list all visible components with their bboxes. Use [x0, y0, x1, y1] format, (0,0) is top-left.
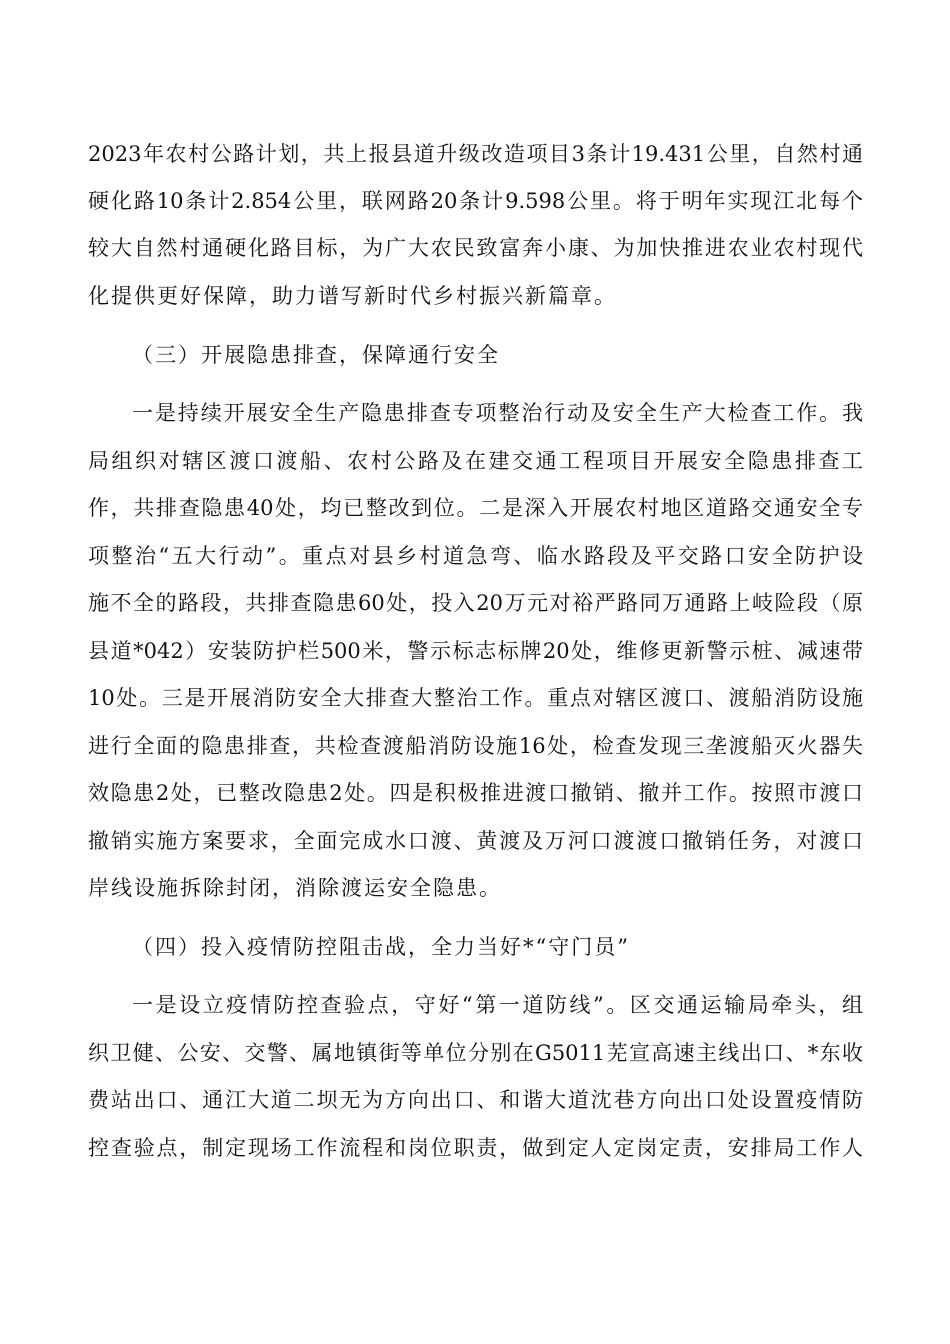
text-line: 硬化路10条计2.854公里，联网路20条计9.598公里。将于明年实现江北每个 — [88, 189, 863, 213]
text-line: 局组织对辖区渡口渡船、农村公路及在建交通工程项目开展安全隐患排查工 — [88, 449, 863, 473]
text-line: 效隐患2处，已整改隐患2处。四是积极推进渡口撤销、撤并工作。按照市渡口 — [88, 781, 863, 805]
section-heading: （三）开展隐患排查，保障通行安全 — [132, 343, 500, 367]
text-line: 控查验点，制定现场工作流程和岗位职责，做到定人定岗定责，安排局工作人 — [88, 1136, 863, 1160]
text-line: 一是设立疫情防控查验点，守好“第一道防线”。区交通运输局牵头，组 — [132, 993, 863, 1017]
text-line: 一是持续开展安全生产隐患排查专项整治行动及安全生产大检查工作。我 — [132, 401, 863, 425]
text-line: 较大自然村通硬化路目标，为广大农民致富奔小康、为加快推进农业农村现代 — [88, 236, 863, 260]
text-line: 费站出口、通江大道二坝无为方向出口、和谐大道沈巷方向出口处设置疫情防 — [88, 1088, 863, 1112]
section-heading: （四）投入疫情防控阻击战，全力当好*“守门员” — [132, 935, 630, 959]
text-line: 10处。三是开展消防安全大排查大整治工作。重点对辖区渡口、渡船消防设施 — [88, 686, 863, 710]
text-line: 织卫健、公安、交警、属地镇街等单位分别在G5011芜宣高速主线出口、*东收 — [88, 1041, 863, 1065]
text-line: 2023年农村公路计划，共上报县道升级改造项目3条计19.431公里，自然村通 — [88, 142, 863, 166]
text-line: 化提供更好保障，助力谱写新时代乡村振兴新篇章。 — [88, 284, 617, 308]
text-line: 进行全面的隐患排查，共检查渡船消防设施16处，检查发现三垄渡船灭火器失 — [88, 734, 863, 758]
text-line: 县道*042）安装防护栏500米，警示标志标牌20处，维修更新警示桩、减速带 — [88, 639, 863, 663]
text-line: 作，共排查隐患40处，均已整改到位。二是深入开展农村地区道路交通安全专 — [88, 496, 863, 520]
text-line: 施不全的路段，共排查隐患60处，投入20万元对裕严路同万通路上岐险段（原 — [88, 591, 863, 615]
text-line: 撤销实施方案要求，全面完成水口渡、黄渡及万河口渡渡口撤销任务，对渡口 — [88, 829, 863, 853]
text-line: 岸线设施拆除封闭，消除渡运安全隐患。 — [88, 876, 502, 900]
text-line: 项整治“五大行动”。重点对县乡村道急弯、临水路段及平交路口安全防护设 — [88, 544, 863, 568]
